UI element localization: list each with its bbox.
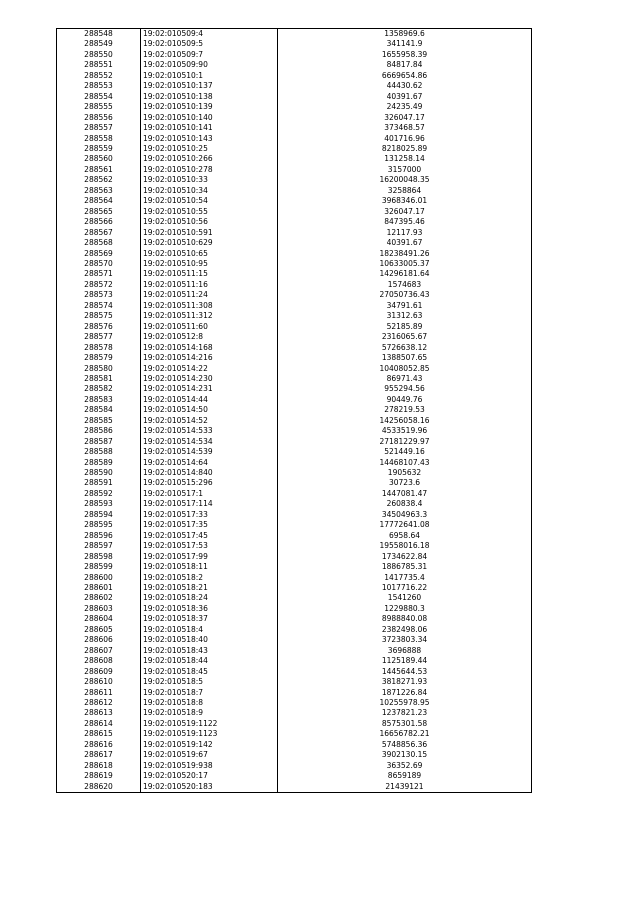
cadastral-number-cell: 19:02:010510:34 bbox=[141, 186, 278, 196]
value-cell: 1229880.3 bbox=[278, 604, 532, 614]
cadastral-number-cell: 19:02:010518:21 bbox=[141, 583, 278, 593]
table-row bbox=[57, 29, 532, 40]
table-row bbox=[57, 541, 532, 551]
table-row bbox=[57, 458, 532, 468]
row-number-cell: 288582 bbox=[57, 384, 141, 394]
cadastral-number-cell: 19:02:010510:140 bbox=[141, 113, 278, 123]
row-number-cell: 288564 bbox=[57, 196, 141, 206]
value-cell: 14468107.43 bbox=[278, 458, 532, 468]
row-number-cell: 288573 bbox=[57, 290, 141, 300]
cadastral-number-cell: 19:02:010510:139 bbox=[141, 102, 278, 112]
value-cell: 52185.89 bbox=[278, 322, 532, 332]
cadastral-number-cell: 19:02:010510:1 bbox=[141, 71, 278, 81]
value-cell: 36352.69 bbox=[278, 761, 532, 771]
cadastral-number-cell: 19:02:010517:45 bbox=[141, 531, 278, 541]
table-row bbox=[57, 646, 532, 656]
row-number-cell: 288565 bbox=[57, 207, 141, 217]
row-number-cell: 288572 bbox=[57, 280, 141, 290]
cadastral-number-cell: 19:02:010509:90 bbox=[141, 60, 278, 70]
value-cell: 1574683 bbox=[278, 280, 532, 290]
value-cell: 1734622.84 bbox=[278, 552, 532, 562]
value-cell: 24235.49 bbox=[278, 102, 532, 112]
value-cell: 1017716.22 bbox=[278, 583, 532, 593]
cadastral-number-cell: 19:02:010518:4 bbox=[141, 625, 278, 635]
cadastral-number-cell: 19:02:010510:278 bbox=[141, 165, 278, 175]
value-cell: 326047.17 bbox=[278, 113, 532, 123]
table-row bbox=[57, 708, 532, 718]
table-row bbox=[57, 60, 532, 70]
row-number-cell: 288611 bbox=[57, 688, 141, 698]
table-row bbox=[57, 144, 532, 154]
cadastral-number-cell: 19:02:010510:33 bbox=[141, 175, 278, 185]
table-row bbox=[57, 573, 532, 583]
row-number-cell: 288596 bbox=[57, 531, 141, 541]
value-cell: 90449.76 bbox=[278, 395, 532, 405]
row-number-cell: 288614 bbox=[57, 719, 141, 729]
table-row bbox=[57, 667, 532, 677]
value-cell: 1541260 bbox=[278, 593, 532, 603]
row-number-cell: 288599 bbox=[57, 562, 141, 572]
table-row bbox=[57, 71, 532, 81]
table-row bbox=[57, 520, 532, 530]
cadastral-number-cell: 19:02:010514:22 bbox=[141, 364, 278, 374]
cadastral-number-cell: 19:02:010511:16 bbox=[141, 280, 278, 290]
value-cell: 1125189.44 bbox=[278, 656, 532, 666]
cadastral-number-cell: 19:02:010511:308 bbox=[141, 301, 278, 311]
table-row bbox=[57, 207, 532, 217]
cadastral-number-cell: 19:02:010517:1 bbox=[141, 489, 278, 499]
table-row bbox=[57, 405, 532, 415]
row-number-cell: 288609 bbox=[57, 667, 141, 677]
row-number-cell: 288606 bbox=[57, 635, 141, 645]
table-row bbox=[57, 228, 532, 238]
row-number-cell: 288583 bbox=[57, 395, 141, 405]
cadastral-number-cell: 19:02:010510:55 bbox=[141, 207, 278, 217]
row-number-cell: 288571 bbox=[57, 269, 141, 279]
cadastral-number-cell: 19:02:010519:1123 bbox=[141, 729, 278, 739]
table-row bbox=[57, 113, 532, 123]
value-cell: 847395.46 bbox=[278, 217, 532, 227]
row-number-cell: 288616 bbox=[57, 740, 141, 750]
cadastral-number-cell: 19:02:010517:53 bbox=[141, 541, 278, 551]
cadastral-number-cell: 19:02:010518:24 bbox=[141, 593, 278, 603]
row-number-cell: 288561 bbox=[57, 165, 141, 175]
value-cell: 84817.84 bbox=[278, 60, 532, 70]
cadastral-number-cell: 19:02:010518:36 bbox=[141, 604, 278, 614]
table-row bbox=[57, 782, 532, 793]
table-row bbox=[57, 437, 532, 447]
table-row bbox=[57, 102, 532, 112]
cadastral-number-cell: 19:02:010511:60 bbox=[141, 322, 278, 332]
row-number-cell: 288603 bbox=[57, 604, 141, 614]
table-row bbox=[57, 92, 532, 102]
row-number-cell: 288607 bbox=[57, 646, 141, 656]
cadastral-number-cell: 19:02:010517:35 bbox=[141, 520, 278, 530]
table-row bbox=[57, 625, 532, 635]
value-cell: 14256058.16 bbox=[278, 416, 532, 426]
row-number-cell: 288577 bbox=[57, 332, 141, 342]
table-row bbox=[57, 364, 532, 374]
value-cell: 6958.64 bbox=[278, 531, 532, 541]
value-cell: 6669654.86 bbox=[278, 71, 532, 81]
value-cell: 3968346.01 bbox=[278, 196, 532, 206]
row-number-cell: 288589 bbox=[57, 458, 141, 468]
cadastral-number-cell: 19:02:010514:231 bbox=[141, 384, 278, 394]
row-number-cell: 288550 bbox=[57, 50, 141, 60]
table-row bbox=[57, 39, 532, 49]
cadastral-number-cell: 19:02:010517:99 bbox=[141, 552, 278, 562]
cadastral-number-cell: 19:02:010509:5 bbox=[141, 39, 278, 49]
table-row bbox=[57, 552, 532, 562]
row-number-cell: 288552 bbox=[57, 71, 141, 81]
table-row bbox=[57, 635, 532, 645]
row-number-cell: 288598 bbox=[57, 552, 141, 562]
cadastral-number-cell: 19:02:010514:534 bbox=[141, 437, 278, 447]
table-row bbox=[57, 468, 532, 478]
row-number-cell: 288580 bbox=[57, 364, 141, 374]
cadastral-number-cell: 19:02:010511:312 bbox=[141, 311, 278, 321]
table-row bbox=[57, 384, 532, 394]
value-cell: 44430.62 bbox=[278, 81, 532, 91]
cadastral-number-cell: 19:02:010510:65 bbox=[141, 249, 278, 259]
table-row bbox=[57, 426, 532, 436]
row-number-cell: 288590 bbox=[57, 468, 141, 478]
value-cell: 3723803.34 bbox=[278, 635, 532, 645]
value-cell: 341141.9 bbox=[278, 39, 532, 49]
value-cell: 3157000 bbox=[278, 165, 532, 175]
value-cell: 4533519.96 bbox=[278, 426, 532, 436]
table-row bbox=[57, 656, 532, 666]
value-cell: 1447081.47 bbox=[278, 489, 532, 499]
table-row bbox=[57, 322, 532, 332]
value-cell: 1237821.23 bbox=[278, 708, 532, 718]
cadastral-number-cell: 19:02:010518:9 bbox=[141, 708, 278, 718]
value-cell: 1388507.65 bbox=[278, 353, 532, 363]
cadastral-number-cell: 19:02:010518:7 bbox=[141, 688, 278, 698]
cadastral-number-cell: 19:02:010514:216 bbox=[141, 353, 278, 363]
table-row bbox=[57, 395, 532, 405]
cadastral-number-cell: 19:02:010518:40 bbox=[141, 635, 278, 645]
value-cell: 40391.67 bbox=[278, 238, 532, 248]
row-number-cell: 288592 bbox=[57, 489, 141, 499]
value-cell: 10633005.37 bbox=[278, 259, 532, 269]
table-row bbox=[57, 593, 532, 603]
table-row bbox=[57, 740, 532, 750]
row-number-cell: 288562 bbox=[57, 175, 141, 185]
cadastral-number-cell: 19:02:010510:25 bbox=[141, 144, 278, 154]
value-cell: 326047.17 bbox=[278, 207, 532, 217]
row-number-cell: 288563 bbox=[57, 186, 141, 196]
value-cell: 12117.93 bbox=[278, 228, 532, 238]
row-number-cell: 288553 bbox=[57, 81, 141, 91]
value-cell: 1871226.84 bbox=[278, 688, 532, 698]
row-number-cell: 288569 bbox=[57, 249, 141, 259]
cadastral-number-cell: 19:02:010510:141 bbox=[141, 123, 278, 133]
cadastral-number-cell: 19:02:010509:4 bbox=[141, 29, 278, 40]
cadastral-number-cell: 19:02:010514:50 bbox=[141, 405, 278, 415]
row-number-cell: 288574 bbox=[57, 301, 141, 311]
row-number-cell: 288566 bbox=[57, 217, 141, 227]
cadastral-number-cell: 19:02:010514:230 bbox=[141, 374, 278, 384]
cadastral-number-cell: 19:02:010519:1122 bbox=[141, 719, 278, 729]
value-cell: 1886785.31 bbox=[278, 562, 532, 572]
cadastral-number-cell: 19:02:010518:44 bbox=[141, 656, 278, 666]
table-row bbox=[57, 499, 532, 509]
table-row bbox=[57, 761, 532, 771]
cadastral-number-cell: 19:02:010510:266 bbox=[141, 154, 278, 164]
table-row bbox=[57, 698, 532, 708]
row-number-cell: 288586 bbox=[57, 426, 141, 436]
table-row bbox=[57, 489, 532, 499]
row-number-cell: 288568 bbox=[57, 238, 141, 248]
row-number-cell: 288560 bbox=[57, 154, 141, 164]
table-row bbox=[57, 719, 532, 729]
cadastral-number-cell: 19:02:010514:168 bbox=[141, 343, 278, 353]
table-row bbox=[57, 562, 532, 572]
value-cell: 86971.43 bbox=[278, 374, 532, 384]
value-cell: 3696888 bbox=[278, 646, 532, 656]
table-row bbox=[57, 771, 532, 781]
row-number-cell: 288613 bbox=[57, 708, 141, 718]
table-row bbox=[57, 416, 532, 426]
value-cell: 5748856.36 bbox=[278, 740, 532, 750]
cadastral-number-cell: 19:02:010511:15 bbox=[141, 269, 278, 279]
table-row bbox=[57, 531, 532, 541]
value-cell: 27050736.43 bbox=[278, 290, 532, 300]
table-row bbox=[57, 259, 532, 269]
value-cell: 2382498.06 bbox=[278, 625, 532, 635]
row-number-cell: 288578 bbox=[57, 343, 141, 353]
value-cell: 31312.63 bbox=[278, 311, 532, 321]
cadastral-number-cell: 19:02:010518:43 bbox=[141, 646, 278, 656]
cadastral-number-cell: 19:02:010510:143 bbox=[141, 134, 278, 144]
value-cell: 8988840.08 bbox=[278, 614, 532, 624]
row-number-cell: 288620 bbox=[57, 782, 141, 793]
value-cell: 955294.56 bbox=[278, 384, 532, 394]
table-row bbox=[57, 729, 532, 739]
row-number-cell: 288548 bbox=[57, 29, 141, 40]
cadastral-number-cell: 19:02:010518:8 bbox=[141, 698, 278, 708]
table-row bbox=[57, 165, 532, 175]
row-number-cell: 288551 bbox=[57, 60, 141, 70]
table-body bbox=[57, 29, 532, 793]
value-cell: 8218025.89 bbox=[278, 144, 532, 154]
cadastral-number-cell: 19:02:010514:539 bbox=[141, 447, 278, 457]
table-row bbox=[57, 175, 532, 185]
table-row bbox=[57, 269, 532, 279]
table-row bbox=[57, 123, 532, 133]
cadastral-number-cell: 19:02:010518:45 bbox=[141, 667, 278, 677]
cadastral-number-cell: 19:02:010518:2 bbox=[141, 573, 278, 583]
row-number-cell: 288591 bbox=[57, 478, 141, 488]
table-row bbox=[57, 447, 532, 457]
row-number-cell: 288597 bbox=[57, 541, 141, 551]
row-number-cell: 288575 bbox=[57, 311, 141, 321]
table-row bbox=[57, 81, 532, 91]
table-row bbox=[57, 290, 532, 300]
row-number-cell: 288584 bbox=[57, 405, 141, 415]
value-cell: 10255978.95 bbox=[278, 698, 532, 708]
row-number-cell: 288554 bbox=[57, 92, 141, 102]
value-cell: 131258.14 bbox=[278, 154, 532, 164]
table-row bbox=[57, 134, 532, 144]
value-cell: 14296181.64 bbox=[278, 269, 532, 279]
table-row bbox=[57, 750, 532, 760]
cadastral-number-cell: 19:02:010515:296 bbox=[141, 478, 278, 488]
row-number-cell: 288567 bbox=[57, 228, 141, 238]
value-cell: 30723.6 bbox=[278, 478, 532, 488]
table-row bbox=[57, 154, 532, 164]
table-row bbox=[57, 238, 532, 248]
row-number-cell: 288579 bbox=[57, 353, 141, 363]
cadastral-number-cell: 19:02:010518:5 bbox=[141, 677, 278, 687]
cadastral-number-cell: 19:02:010517:114 bbox=[141, 499, 278, 509]
row-number-cell: 288593 bbox=[57, 499, 141, 509]
value-cell: 21439121 bbox=[278, 782, 532, 793]
value-cell: 16656782.21 bbox=[278, 729, 532, 739]
table-row bbox=[57, 301, 532, 311]
row-number-cell: 288615 bbox=[57, 729, 141, 739]
cadastral-number-cell: 19:02:010514:840 bbox=[141, 468, 278, 478]
cadastral-number-cell: 19:02:010520:17 bbox=[141, 771, 278, 781]
value-cell: 521449.16 bbox=[278, 447, 532, 457]
table-row bbox=[57, 217, 532, 227]
value-cell: 2316065.67 bbox=[278, 332, 532, 342]
table-row bbox=[57, 311, 532, 321]
cadastral-number-cell: 19:02:010510:138 bbox=[141, 92, 278, 102]
cadastral-number-cell: 19:02:010519:67 bbox=[141, 750, 278, 760]
table-row bbox=[57, 50, 532, 60]
cadastral-number-cell: 19:02:010519:142 bbox=[141, 740, 278, 750]
value-cell: 34791.61 bbox=[278, 301, 532, 311]
value-cell: 1358969.6 bbox=[278, 29, 532, 40]
value-cell: 40391.67 bbox=[278, 92, 532, 102]
row-number-cell: 288558 bbox=[57, 134, 141, 144]
value-cell: 18238491.26 bbox=[278, 249, 532, 259]
row-number-cell: 288594 bbox=[57, 510, 141, 520]
table-row bbox=[57, 186, 532, 196]
table-row bbox=[57, 478, 532, 488]
cadastral-number-cell: 19:02:010514:44 bbox=[141, 395, 278, 405]
row-number-cell: 288555 bbox=[57, 102, 141, 112]
cadastral-number-cell: 19:02:010511:24 bbox=[141, 290, 278, 300]
value-cell: 8575301.58 bbox=[278, 719, 532, 729]
value-cell: 3818271.93 bbox=[278, 677, 532, 687]
row-number-cell: 288588 bbox=[57, 447, 141, 457]
row-number-cell: 288587 bbox=[57, 437, 141, 447]
row-number-cell: 288619 bbox=[57, 771, 141, 781]
row-number-cell: 288601 bbox=[57, 583, 141, 593]
value-cell: 373468.57 bbox=[278, 123, 532, 133]
cadastral-number-cell: 19:02:010518:37 bbox=[141, 614, 278, 624]
row-number-cell: 288581 bbox=[57, 374, 141, 384]
cadastral-number-cell: 19:02:010510:591 bbox=[141, 228, 278, 238]
value-cell: 8659189 bbox=[278, 771, 532, 781]
table-row bbox=[57, 677, 532, 687]
row-number-cell: 288576 bbox=[57, 322, 141, 332]
cadastral-number-cell: 19:02:010514:52 bbox=[141, 416, 278, 426]
cadastral-number-cell: 19:02:010518:11 bbox=[141, 562, 278, 572]
cadastral-number-cell: 19:02:010519:938 bbox=[141, 761, 278, 771]
value-cell: 27181229.97 bbox=[278, 437, 532, 447]
value-cell: 10408052.85 bbox=[278, 364, 532, 374]
value-cell: 1655958.39 bbox=[278, 50, 532, 60]
value-cell: 16200048.35 bbox=[278, 175, 532, 185]
value-cell: 1445644.53 bbox=[278, 667, 532, 677]
row-number-cell: 288605 bbox=[57, 625, 141, 635]
row-number-cell: 288559 bbox=[57, 144, 141, 154]
table-row bbox=[57, 688, 532, 698]
cadastral-number-cell: 19:02:010520:183 bbox=[141, 782, 278, 793]
row-number-cell: 288602 bbox=[57, 593, 141, 603]
row-number-cell: 288617 bbox=[57, 750, 141, 760]
value-cell: 278219.53 bbox=[278, 405, 532, 415]
table-row bbox=[57, 196, 532, 206]
value-cell: 401716.96 bbox=[278, 134, 532, 144]
cadastral-number-cell: 19:02:010510:54 bbox=[141, 196, 278, 206]
table-row bbox=[57, 249, 532, 259]
row-number-cell: 288549 bbox=[57, 39, 141, 49]
cadastral-number-cell: 19:02:010512:8 bbox=[141, 332, 278, 342]
row-number-cell: 288618 bbox=[57, 761, 141, 771]
table-row bbox=[57, 343, 532, 353]
row-number-cell: 288585 bbox=[57, 416, 141, 426]
row-number-cell: 288570 bbox=[57, 259, 141, 269]
cadastral-number-cell: 19:02:010510:56 bbox=[141, 217, 278, 227]
row-number-cell: 288600 bbox=[57, 573, 141, 583]
value-cell: 5726638.12 bbox=[278, 343, 532, 353]
cadastral-number-cell: 19:02:010510:137 bbox=[141, 81, 278, 91]
row-number-cell: 288557 bbox=[57, 123, 141, 133]
table-row bbox=[57, 374, 532, 384]
value-cell: 1417735.4 bbox=[278, 573, 532, 583]
cadastral-number-cell: 19:02:010509:7 bbox=[141, 50, 278, 60]
cadastral-number-cell: 19:02:010514:64 bbox=[141, 458, 278, 468]
table-row bbox=[57, 614, 532, 624]
row-number-cell: 288610 bbox=[57, 677, 141, 687]
value-cell: 17772641.08 bbox=[278, 520, 532, 530]
cadastral-number-cell: 19:02:010517:33 bbox=[141, 510, 278, 520]
row-number-cell: 288608 bbox=[57, 656, 141, 666]
table-row bbox=[57, 353, 532, 363]
row-number-cell: 288604 bbox=[57, 614, 141, 624]
value-cell: 1905632 bbox=[278, 468, 532, 478]
value-cell: 34504963.3 bbox=[278, 510, 532, 520]
table-row bbox=[57, 280, 532, 290]
row-number-cell: 288595 bbox=[57, 520, 141, 530]
row-number-cell: 288612 bbox=[57, 698, 141, 708]
value-cell: 260838.4 bbox=[278, 499, 532, 509]
value-cell: 19558016.18 bbox=[278, 541, 532, 551]
cadastral-value-table bbox=[56, 28, 532, 793]
row-number-cell: 288556 bbox=[57, 113, 141, 123]
table-row bbox=[57, 604, 532, 614]
cadastral-number-cell: 19:02:010510:95 bbox=[141, 259, 278, 269]
cadastral-number-cell: 19:02:010514:533 bbox=[141, 426, 278, 436]
value-cell: 3902130.15 bbox=[278, 750, 532, 760]
table-row bbox=[57, 510, 532, 520]
value-cell: 3258864 bbox=[278, 186, 532, 196]
table-row bbox=[57, 583, 532, 593]
table-row bbox=[57, 332, 532, 342]
cadastral-number-cell: 19:02:010510:629 bbox=[141, 238, 278, 248]
